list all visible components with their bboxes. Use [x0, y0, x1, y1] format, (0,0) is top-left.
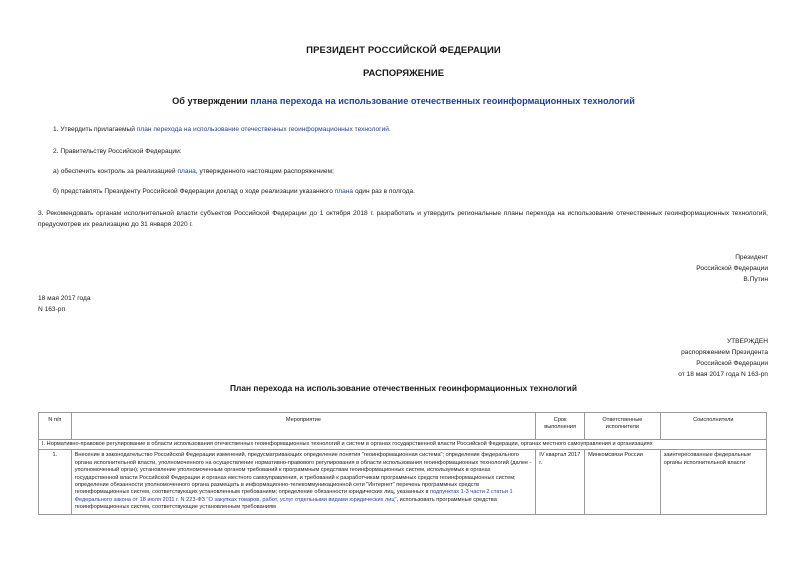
paragraph-1-plan-link[interactable]: план перехода на использование отечественных геоинформационных технологий	[136, 126, 389, 133]
paragraph-1	[53, 124, 391, 135]
president-heading: ПРЕЗИДЕНТ РОССИЙСКОЙ ФЕДЕРАЦИИ	[306, 45, 501, 56]
table-row	[39, 450, 767, 514]
signature-country: Российской Федерации	[696, 265, 768, 272]
paragraph-2b	[53, 186, 415, 197]
paragraph-2: 2. Правительству Российской Федерации:	[53, 148, 182, 155]
plan-table-header	[39, 413, 767, 440]
document-date: 18 мая 2017 года	[38, 295, 91, 302]
document-type-heading: РАСПОРЯЖЕНИЕ	[362, 68, 445, 79]
section-1-heading: I. Нормативно-правовое регулирование в области использования отечественных геоинформационных технологий и систем в органах государственной власти Российской Федерации, органах местного самоуправления и организациях	[39, 440, 767, 450]
row-measure	[71, 450, 536, 514]
title-prefix: Об утверждении	[172, 96, 251, 106]
row-responsible: Минкомсвязи России	[585, 450, 661, 514]
document-title	[0, 96, 807, 106]
signature-name: В.Путин	[743, 276, 768, 283]
paragraph-2a-prefix: а) обеспечить контроль за реализацией	[53, 168, 178, 175]
row-measure-main: Внесение в законодательство Российской Федерации изменений, предусматривающих определение понятия "геоинформационная система"; определение федерального органа исполнительной власти, уполномоченного на осуществление нормативно-правового регулирования в области использования геоинформационных технологий (далее - уполномоченный орган); установление уполномоченным органом требований к программным средствам геоинформационных систем, используемых в органах государственной власти Российской Федерации и органах местного самоуправления, и требований к разработчикам программных средств геоинформационных систем; определение обязанности уполномоченного органа размещать в информационно-телекоммуникационной сети "Интернет" перечень программных средств геоинформационных систем, соответствующих установленным требованиям; определение обязанности юридических лиц, указанных в	[74, 452, 532, 496]
column-header-deadline: Срок выполнения	[536, 413, 585, 440]
column-header-co-executors: Соисполнители	[660, 413, 766, 440]
approval-heading: УТВЕРЖДЕН	[726, 338, 768, 345]
approval-line-3: Российской Федерации	[696, 360, 768, 367]
row-number: 1.	[39, 450, 72, 514]
row-co-executors: заинтересованные федеральные органы исполнительной власти	[660, 450, 766, 514]
signature-title: Президент	[735, 254, 768, 261]
column-header-measure: Мероприятие	[71, 413, 536, 440]
paragraph-2b-suffix: один раз в полгода.	[353, 188, 415, 195]
paragraph-2a	[53, 166, 334, 177]
paragraph-3: 3. Рекомендовать органам исполнительной власти субъектов Российской Федерации до 1 октября 2018 г. разработать и утвердить региональные планы перехода на использование отечественных геоинформационных технологий, предусмотрев их реализацию до 31 января 2020 г.	[38, 210, 768, 228]
signature-block	[696, 252, 768, 285]
paragraph-2a-suffix: , утвержденного настоящим распоряжением;	[195, 168, 334, 175]
paragraph-2b-plan-link[interactable]: плана	[334, 188, 354, 195]
section-row	[39, 440, 767, 450]
plan-table	[38, 412, 767, 515]
paragraph-1-prefix: 1. Утвердить прилагаемый	[53, 126, 137, 133]
date-block	[38, 293, 91, 315]
column-header-number: N п/п	[39, 413, 72, 440]
approval-line-2: распоряжением Президента	[681, 349, 768, 356]
paragraph-2a-plan-link[interactable]: плана	[177, 168, 196, 175]
row-deadline: IV квартал 2017 г.	[536, 450, 585, 514]
paragraph-1-suffix: .	[388, 126, 391, 133]
approval-line-4: от 18 мая 2017 года N 163-рп	[678, 371, 768, 378]
column-header-responsible: Ответственные исполнители	[585, 413, 661, 440]
row-measure-law-link[interactable]: подпунктах 1-3 части 2 статьи 1 Федерального закона от 18 июля 2011 г. N 223-ФЗ "О закупках товаров, работ, услуг отдельными видами юридических лиц"	[74, 489, 513, 503]
approval-block	[678, 336, 768, 380]
document-number: N 163-рп	[38, 306, 66, 313]
paragraph-2b-prefix: б) представлять Президенту Российской Федерации доклад о ходе реализации указанного	[53, 188, 335, 195]
title-plan-link[interactable]: плана перехода на использование отечественных геоинформационных технологий	[250, 96, 635, 106]
row-measure-tail: , использовать программные средства геоинформационных систем, соответствующие установленным требованиям	[74, 496, 497, 511]
plan-title: План перехода на использование отечественных геоинформационных технологий	[230, 383, 577, 393]
